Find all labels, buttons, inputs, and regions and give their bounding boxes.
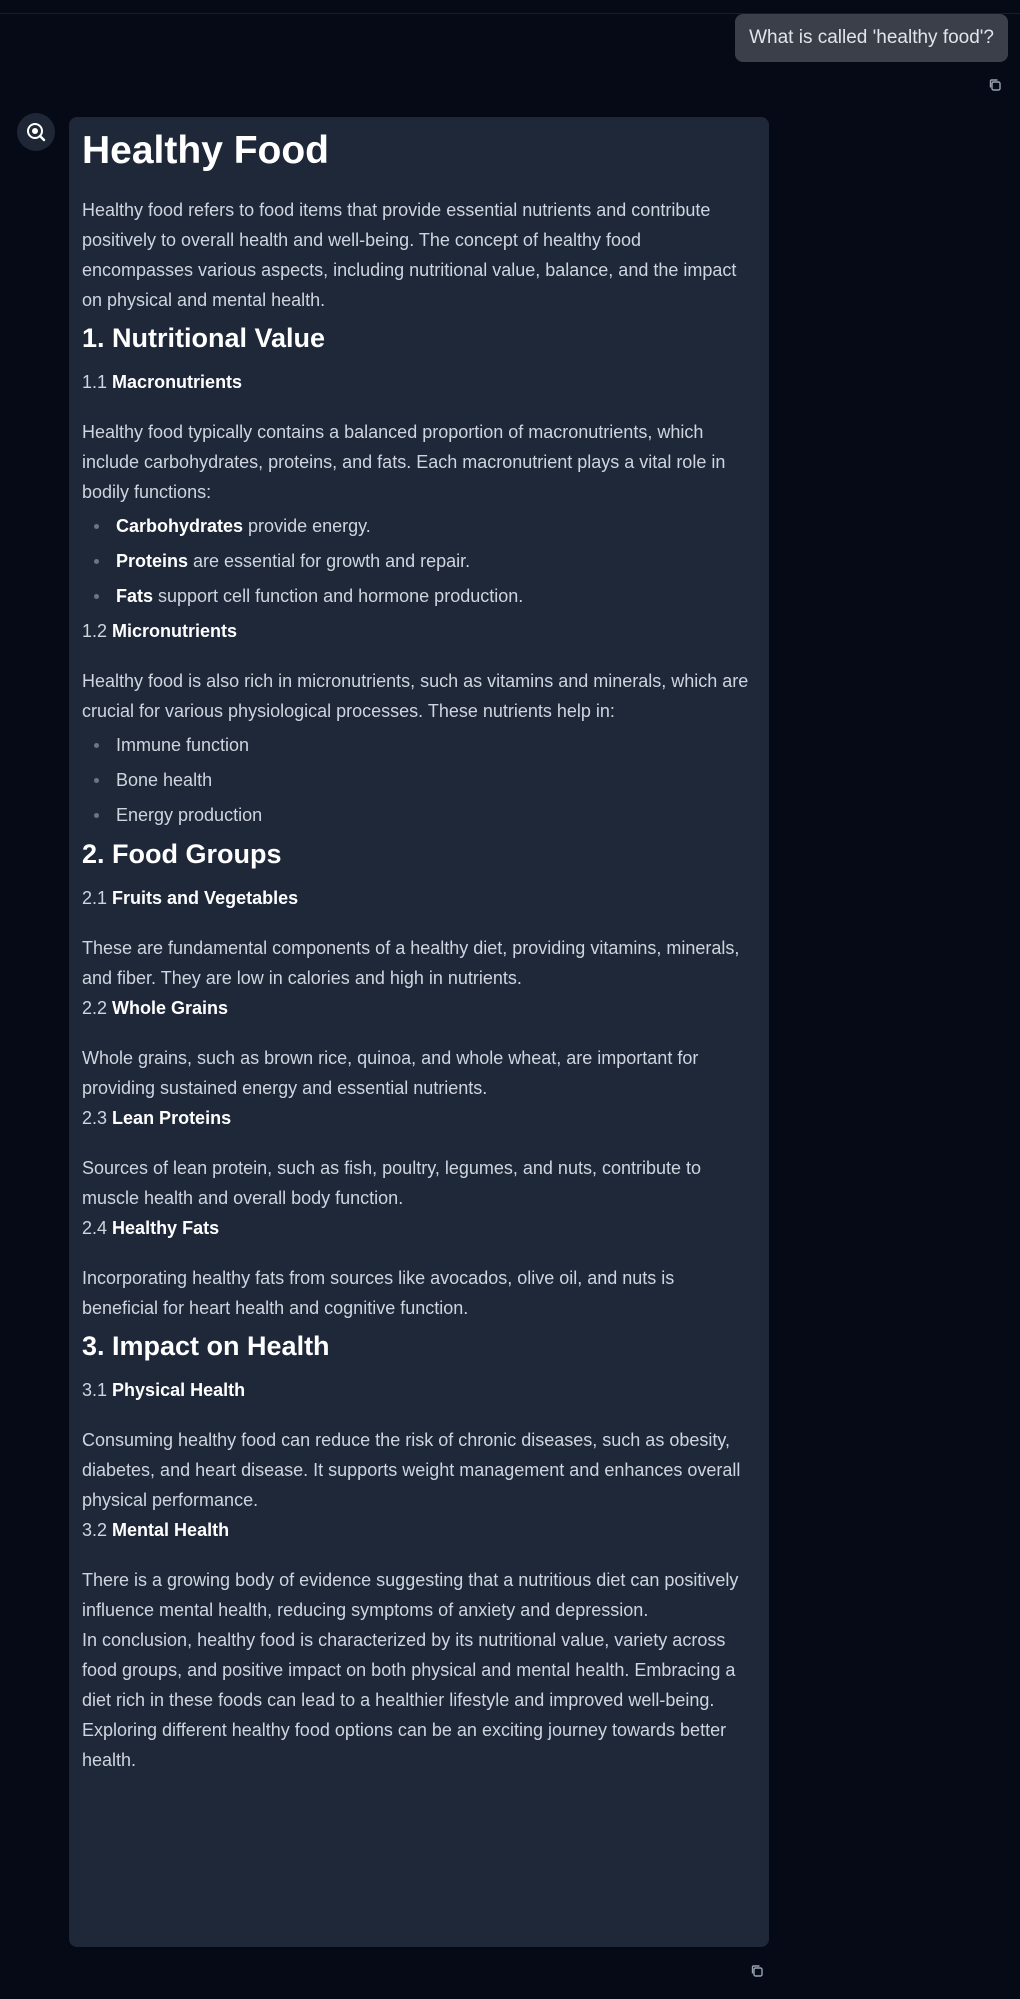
lean-proteins-paragraph: Sources of lean protein, such as fish, poultry, legumes, and nuts, contribute to muscle health and overall body function. <box>82 1158 702 1208</box>
subheading-mental-health <box>82 1515 755 1545</box>
subheading-healthy-fats <box>82 1213 755 1243</box>
section-heading-impact-on-health: 3. Impact on Health <box>82 1331 330 1361</box>
list-item-text: support cell function and hormone production. <box>153 586 524 606</box>
list-item-text: are essential for growth and repair. <box>188 551 471 571</box>
mental-health-paragraph: There is a growing body of evidence suggesting that a nutritious diet can positively influence mental health, reducing symptoms of anxiety and depression. <box>82 1570 739 1620</box>
list-item: Energy production <box>82 798 755 833</box>
subheading-label: Micronutrients <box>112 621 238 641</box>
section-heading-nutritional-value: 1. Nutritional Value <box>82 323 326 353</box>
subheading-macronutrients <box>82 367 755 397</box>
subheading-label: Healthy Fats <box>112 1218 220 1238</box>
subheading-number: 2.4 <box>82 1218 108 1238</box>
list-item-bold: Fats <box>116 586 154 606</box>
subheading-physical-health <box>82 1375 755 1405</box>
subheading-micronutrients <box>82 616 755 646</box>
conclusion-paragraph: In conclusion, healthy food is characterized by its nutritional value, variety across food groups, and positive impact on both physical and mental health. Embracing a diet rich in these foods can lead to a healthier lifestyle and improved well-being. Exploring different healthy food options can be an exciting journey towards better health. <box>82 1630 736 1770</box>
subheading-number: 1.1 <box>82 372 108 392</box>
subheading-label: Whole Grains <box>112 998 229 1018</box>
subheading-lean-proteins <box>82 1103 755 1133</box>
subheading-label: Macronutrients <box>112 372 243 392</box>
subheading-label: Physical Health <box>112 1380 246 1400</box>
micronutrients-paragraph: Healthy food is also rich in micronutrients, such as vitamins and minerals, which are crucial for various physiological processes. These nutrients help in: <box>82 671 749 721</box>
whole-grains-paragraph: Whole grains, such as brown rice, quinoa, and whole wheat, are important for providing sustained energy and essential nutrients. <box>82 1048 699 1098</box>
section-heading-food-groups: 2. Food Groups <box>82 839 282 869</box>
fruits-vegetables-paragraph: These are fundamental components of a healthy diet, providing vitamins, minerals, and fiber. They are low in calories and high in nutrients. <box>82 938 740 988</box>
subheading-label: Mental Health <box>112 1520 230 1540</box>
intro-paragraph: Healthy food refers to food items that provide essential nutrients and contribute positively to overall health and well-being. The concept of healthy food encompasses various aspects, including nutritional value, balance, and the impact on physical and mental health. <box>82 200 737 310</box>
micronutrients-list <box>82 728 755 833</box>
subheading-number: 1.2 <box>82 621 108 641</box>
list-item: Bone health <box>82 763 755 798</box>
list-item: Immune function <box>82 728 755 763</box>
subheading-fruits-vegetables <box>82 883 755 913</box>
copy-icon[interactable] <box>988 78 1004 94</box>
answer-title: Healthy Food <box>82 129 330 172</box>
subheading-number: 2.1 <box>82 888 108 908</box>
macronutrients-paragraph: Healthy food typically contains a balanced proportion of macronutrients, which include carbohydrates, proteins, and fats. Each macronutrient plays a vital role in bodily functions: <box>82 422 726 502</box>
physical-health-paragraph: Consuming healthy food can reduce the risk of chronic diseases, such as obesity, diabetes, and heart disease. It supports weight management and enhances overall physical performance. <box>82 1430 741 1510</box>
subheading-number: 3.1 <box>82 1380 108 1400</box>
copy-icon[interactable] <box>750 1964 766 1980</box>
subheading-number: 2.3 <box>82 1108 108 1128</box>
user-message-bubble <box>735 14 1008 62</box>
assistant-answer-card <box>69 117 769 1947</box>
macronutrients-list <box>82 509 755 614</box>
subheading-label: Fruits and Vegetables <box>112 888 299 908</box>
subheading-label: Lean Proteins <box>112 1108 232 1128</box>
list-item <box>82 544 755 579</box>
list-item-bold: Proteins <box>116 551 189 571</box>
list-item-bold: Carbohydrates <box>116 516 244 536</box>
list-item-text: provide energy. <box>243 516 371 536</box>
list-item <box>82 579 755 614</box>
subheading-whole-grains <box>82 993 755 1023</box>
subheading-number: 2.2 <box>82 998 108 1018</box>
assistant-avatar-icon <box>17 113 55 151</box>
healthy-fats-paragraph: Incorporating healthy fats from sources like avocados, olive oil, and nuts is beneficial for heart health and cognitive function. <box>82 1268 675 1318</box>
user-message-text: What is called 'healthy food'? <box>749 27 994 48</box>
subheading-number: 3.2 <box>82 1520 108 1540</box>
list-item <box>82 509 755 544</box>
